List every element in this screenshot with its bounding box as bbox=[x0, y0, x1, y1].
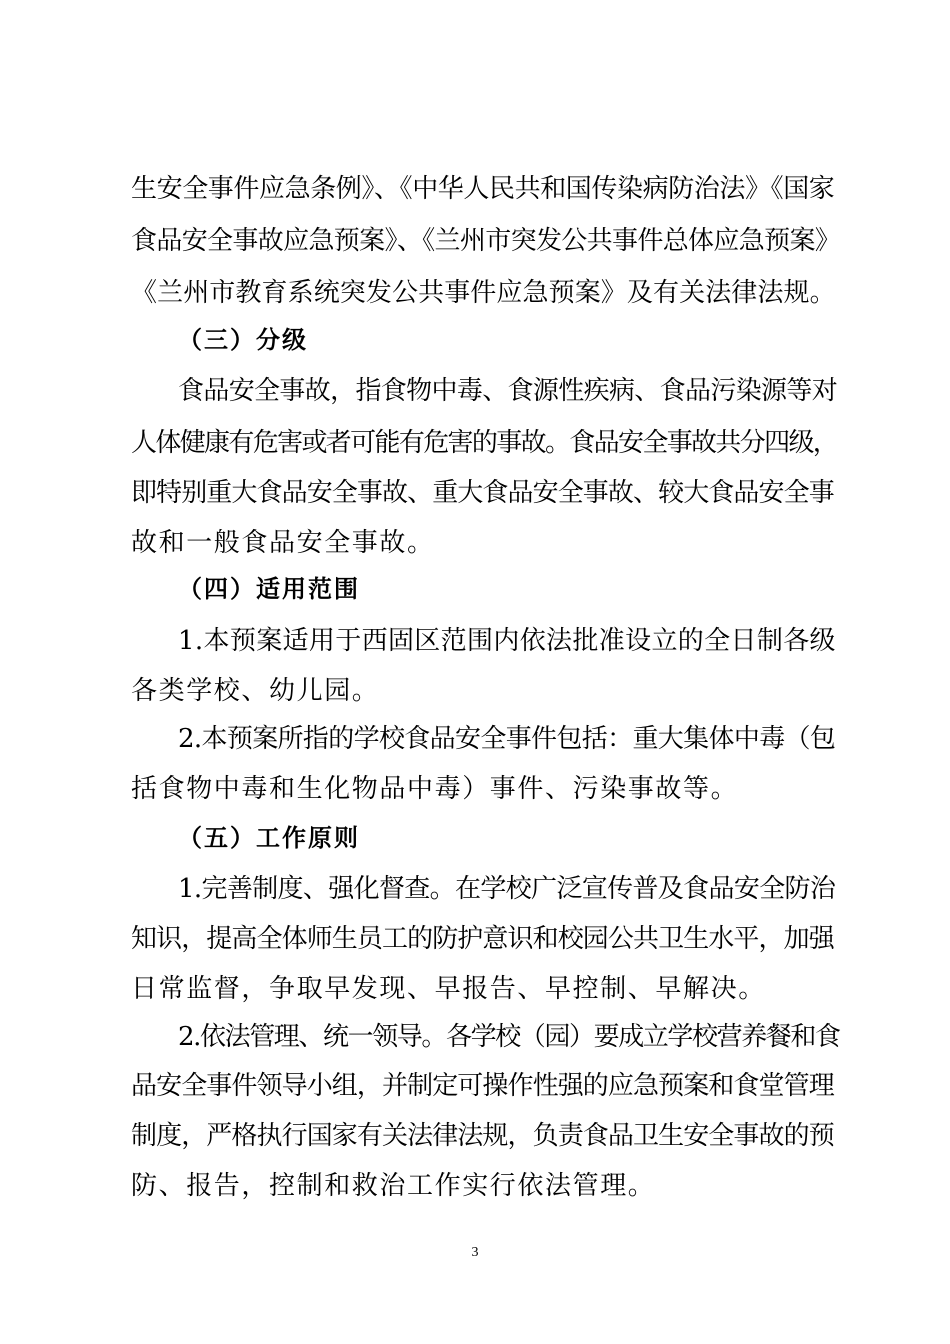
body-text-line: 食品安全事故应急预案》、《兰州市突发公共事件总体应急预案》 bbox=[131, 226, 841, 256]
section-heading-scope: （四）适用范围 bbox=[178, 575, 360, 603]
body-text-line: 2.依法管理、统一领导。各学校（园）要成立学校营养餐和食 bbox=[178, 1022, 840, 1052]
body-text-line: 1.完善制度、强化督查。在学校广泛宣传普及食品安全防治 bbox=[178, 874, 836, 904]
body-text-line: 品安全事件领导小组，并制定可操作性强的应急预案和食堂管理 bbox=[131, 1071, 834, 1101]
body-text-line: 1.本预案适用于西固区范围内依法批准设立的全日制各级 bbox=[178, 626, 836, 656]
body-text-line: 故和一般食品安全事故。 bbox=[131, 528, 435, 558]
body-text-line: 人体健康有危害或者可能有危害的事故。食品安全事故共分四级， bbox=[131, 428, 838, 458]
page-number: 3 bbox=[471, 1245, 479, 1260]
body-text-line: 制度，严格执行国家有关法律法规，负责食品卫生安全事故的预 bbox=[131, 1121, 834, 1151]
body-text-line: 知识，提高全体师生员工的防护意识和校园公共卫生水平，加强 bbox=[131, 924, 834, 954]
body-text-line: 即特别重大食品安全事故、重大食品安全事故、较大食品安全事 bbox=[131, 478, 834, 508]
body-text-line: 生安全事件应急条例》、《中华人民共和国传染病防治法》《国家 bbox=[131, 174, 835, 204]
section-heading-principles: （五）工作原则 bbox=[178, 824, 360, 852]
body-text-line: 日常监督，争取早发现、早报告、早控制、早解决。 bbox=[131, 974, 766, 1004]
body-text-line: 防、报告，控制和救治工作实行依法管理。 bbox=[131, 1171, 656, 1201]
body-text-line: 食品安全事故，指食物中毒、食源性疾病、食品污染源等对 bbox=[178, 376, 838, 406]
body-text-line: 2.本预案所指的学校食品安全事件包括：重大集体中毒（包 bbox=[178, 724, 836, 754]
body-text-line: 各类学校、幼儿园。 bbox=[131, 676, 380, 706]
section-heading-grading: （三）分级 bbox=[178, 326, 308, 354]
body-text-line: 括食物中毒和生化物品中毒）事件、污染事故等。 bbox=[131, 774, 739, 804]
body-text-line: 《兰州市教育系统突发公共事件应急预案》及有关法律法规。 bbox=[131, 278, 836, 308]
